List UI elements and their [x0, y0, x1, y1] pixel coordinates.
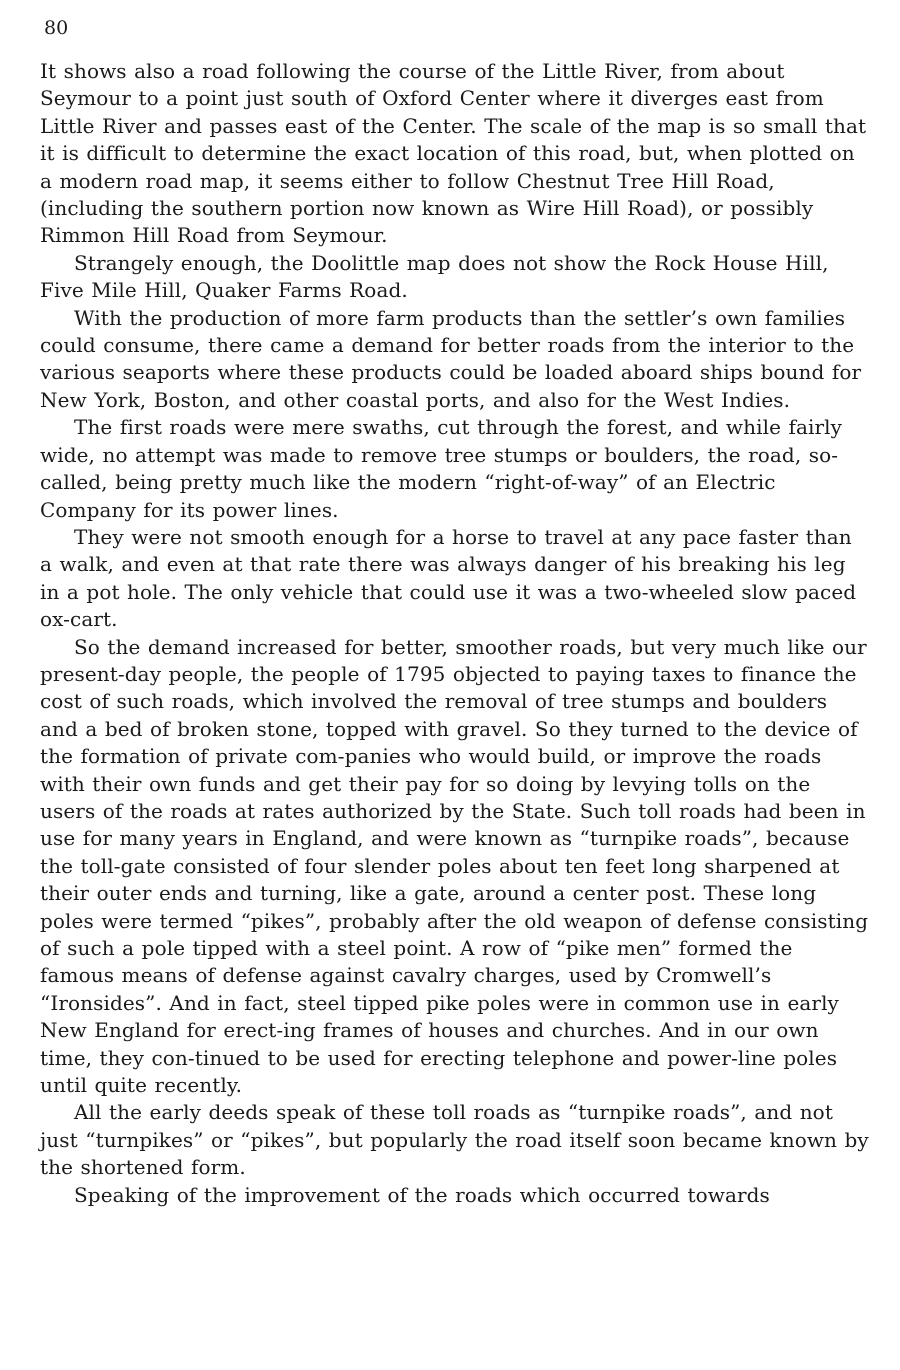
- paragraph-turnpike-history: So the demand increased for better, smoother roads, but very much like our present-day people, the people of 1795 objected to paying taxes to finance the cost of such roads, which involved the removal of tree stumps and boulders and a bed of broken stone, topped with gravel. So they turned to the device of the formation of private com-panies who would build, or improve the roads with their own funds and get their pay for so doing by levying tolls on the users of the roads at rates authorized by the State. Such toll roads had been in use for many years in England, and were known as “turnpike roads”, because the toll-gate consisted of four slender poles about ten feet long sharpened at their outer ends and turning, like a gate, around a center post. These long poles were termed “pikes”, probably after the old weapon of defense consisting of such a pole tipped with a steel point. A row of “pike men” formed the famous means of defense against cavalry charges, used by Cromwell’s “Ironsides”. And in fact, steel tipped pike poles were in common use in early New England for erect-ing frames of houses and churches. And in our own time, they con-tinued to be used for erecting telephone and power-line poles until quite recently.: [40, 634, 869, 1098]
- page-number: 80: [44, 17, 69, 39]
- paragraph-improvement-roads: Speaking of the improvement of the roads which occurred towards: [74, 1182, 770, 1207]
- paragraph-farm-products: With the production of more farm products than the settler’s own families could consume, there came a demand for better roads from the interior to the various seaports where these products could be loaded aboard ships bound for New York, Boston, and other coastal ports, and also for the West Indies.: [40, 305, 862, 412]
- paragraph-first-roads: The first roads were mere swaths, cut through the forest, and while fairly wide, no attempt was made to remove tree stumps or boulders, the road, so-called, being pretty much like the modern “right-of-way” of an Electric Company for its power lines.: [40, 415, 843, 522]
- paragraph-doolittle-map: Strangely enough, the Doolittle map does not show the Rock House Hill, Five Mile Hill, Quaker Farms Road.: [40, 250, 829, 303]
- paragraph-little-river-road: It shows also a road following the course of the Little River, from about Seymour to a point just south of Oxford Center where it diverges east from Little River and passes east of the Center. The scale of the map is so small that it is difficult to determine the exact location of this road, but, when plotted on a modern road map, it seems either to follow Chestnut Tree Hill Road, (including the southern portion now known as Wire Hill Road), or possibly Rimmon Hill Road from Seymour.: [40, 59, 867, 248]
- paragraph-not-smooth: They were not smooth enough for a horse to travel at any pace faster than a walk, and even at that rate there was always danger of his breaking his leg in a pot hole. The only vehicle that could use it was a two-wheeled slow paced ox-cart.: [40, 524, 857, 632]
- body-text: [40, 58, 870, 1209]
- paragraph-early-deeds: All the early deeds speak of these toll roads as “turnpike roads”, and not just “turnpikes” or “pikes”, but popularly the road itself soon became known by the shortened form.: [40, 1100, 869, 1180]
